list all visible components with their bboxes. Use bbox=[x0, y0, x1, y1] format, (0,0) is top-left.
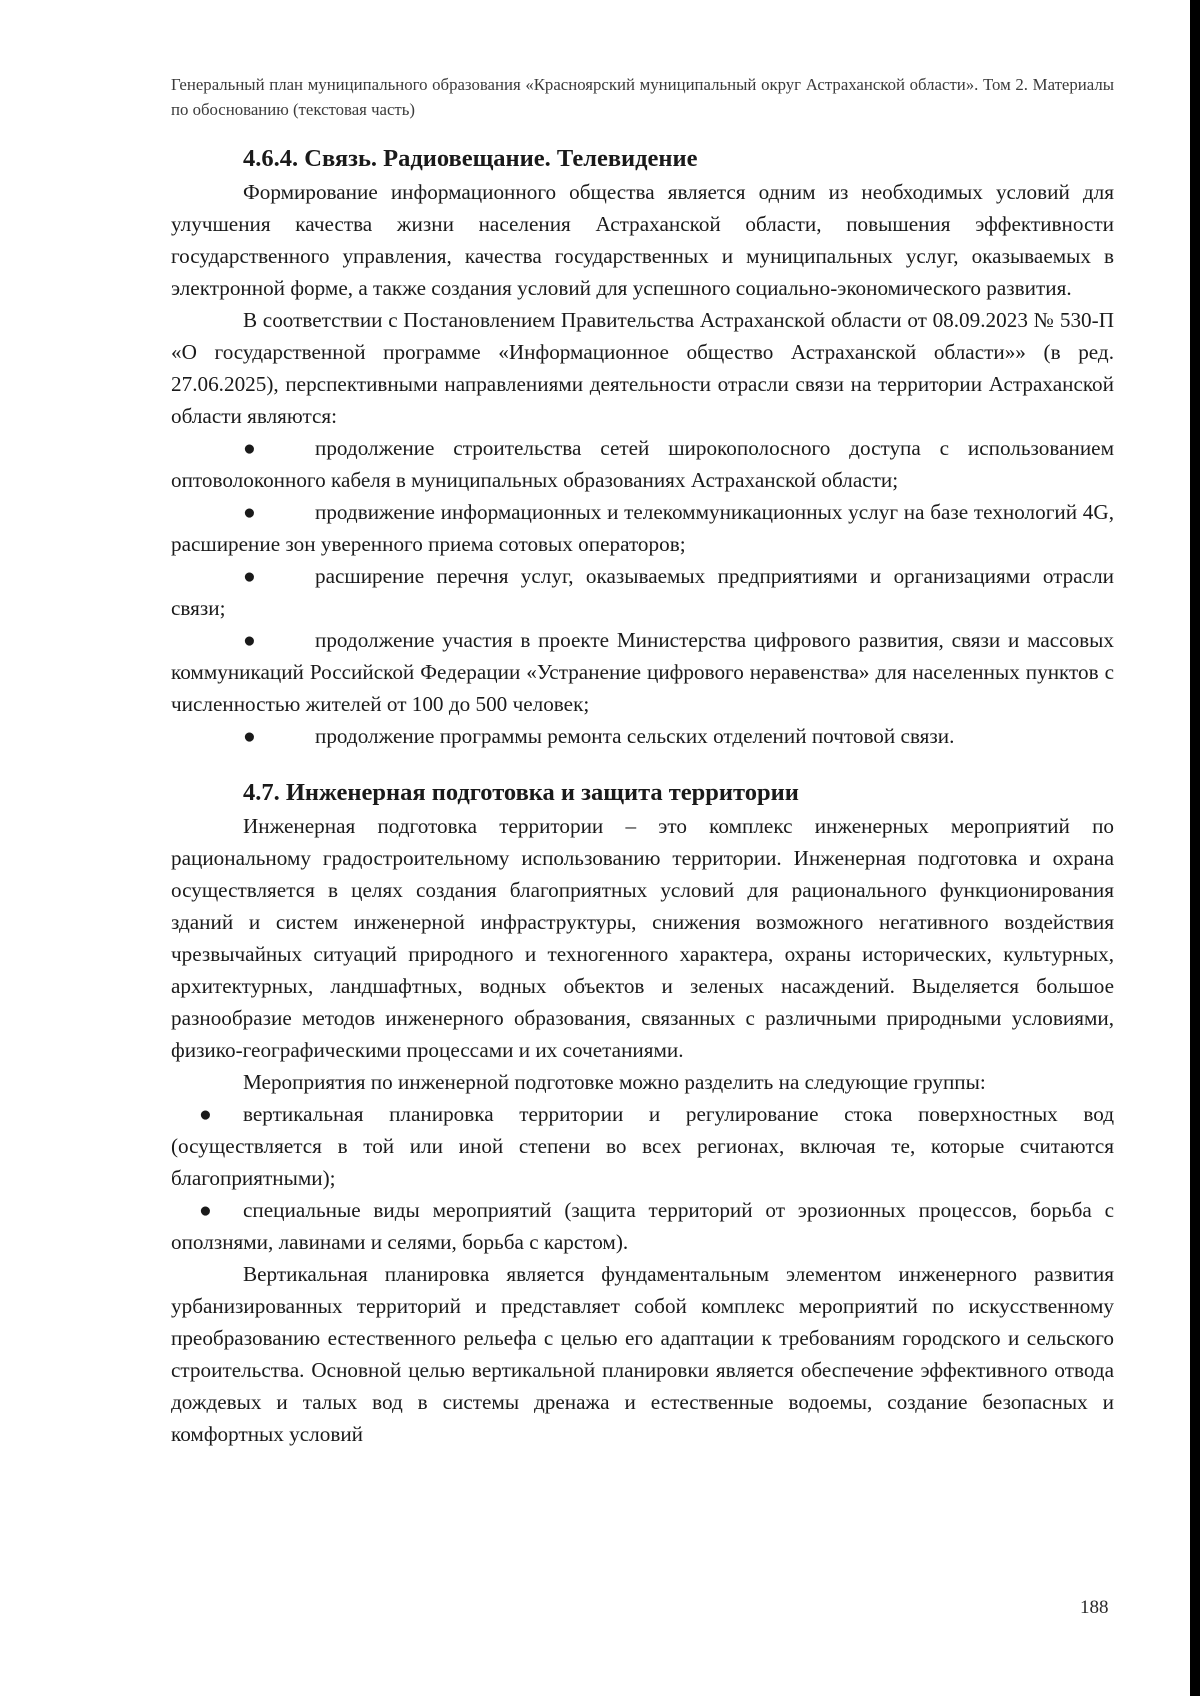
list-item bbox=[171, 432, 1114, 496]
list-item bbox=[171, 560, 1114, 624]
list-item-text: вертикальная планировка территории и регулирование стока поверхностных вод (осуществляется в той или иной степени во всех регионах, включая те, которые считаются благоприятными); bbox=[171, 1102, 1114, 1190]
bullet-icon: ● bbox=[243, 500, 256, 524]
bullet-icon: ● bbox=[243, 564, 256, 588]
list-item-text: специальные виды мероприятий (защита территорий от эрозионных процессов, борьба с оползнями, лавинами и селями, борьба с карстом). bbox=[171, 1198, 1114, 1254]
list-item bbox=[171, 1194, 1114, 1258]
list-item bbox=[171, 720, 1114, 752]
list-item-text: продолжение строительства сетей широкополосного доступа с использованием оптоволоконного кабеля в муниципальных образованиях Астраханской области; bbox=[171, 436, 1114, 492]
list-item-text: продвижение информационных и телекоммуникационных услуг на базе технологий 4G, расширение зон уверенного приема сотовых операторов; bbox=[171, 500, 1114, 556]
page-body bbox=[171, 142, 1114, 1450]
paragraph: В соответствии с Постановлением Правительства Астраханской области от 08.09.2023 № 530-П «О государственной программе «Информационное общество Астраханской области»» (в ред. 27.06.2025), перспективными направлениями деятельности отрасли связи на территории Астраханской области являются: bbox=[171, 308, 1114, 428]
paragraph: Вертикальная планировка является фундаментальным элементом инженерного развития урбанизированных территорий и представляет собой комплекс мероприятий по искусственному преобразованию естественного рельефа с целью его адаптации к требованиям городского и сельского строительства. Основной целью вертикальной планировки является обеспечение эффективного отвода дождевых и талых вод в системы дренажа и естественные водоемы, создание безопасных и комфортных условий bbox=[171, 1262, 1114, 1446]
list-item bbox=[171, 496, 1114, 560]
bullet-icon: ● bbox=[199, 1198, 212, 1222]
bullet-icon: ● bbox=[243, 436, 256, 460]
list-item bbox=[171, 624, 1114, 720]
list-item-text: расширение перечня услуг, оказываемых предприятиями и организациями отрасли связи; bbox=[171, 564, 1114, 620]
list-item-text: продолжение участия в проекте Министерства цифрового развития, связи и массовых коммуникаций Российской Федерации «Устранение цифрового неравенства» для населенных пунктов с численностью жителей от 100 до 500 человек; bbox=[171, 628, 1114, 716]
bullet-icon: ● bbox=[243, 628, 256, 652]
paragraph: Мероприятия по инженерной подготовке можно разделить на следующие группы: bbox=[243, 1070, 986, 1094]
running-header: Генеральный план муниципального образования «Красноярский муниципальный округ Астраханской области». Том 2. Материалы по обоснованию (текстовая часть) bbox=[171, 75, 1114, 119]
section-heading-4-6-4: 4.6.4. Связь. Радиовещание. Телевидение bbox=[243, 145, 698, 172]
list-item-text: продолжение программы ремонта сельских отделений почтовой связи. bbox=[315, 724, 955, 748]
paragraph: Формирование информационного общества является одним из необходимых условий для улучшения качества жизни населения Астраханской области, повышения эффективности государственного управления, качества государственных и муниципальных услуг, оказываемых в электронной форме, а также создания условий для успешного социально-экономического развития. bbox=[171, 180, 1114, 300]
bullet-icon: ● bbox=[199, 1102, 212, 1126]
section-heading-4-7: 4.7. Инженерная подготовка и защита территории bbox=[243, 779, 799, 806]
list-item bbox=[171, 1098, 1114, 1194]
paragraph: Инженерная подготовка территории – это комплекс инженерных мероприятий по рациональному градостроительному использованию территории. Инженерная подготовка и охрана осуществляется в целях создания благоприятных условий для рационального функционирования зданий и систем инженерной инфраструктуры, снижения возможного негативного воздействия чрезвычайных ситуаций природного и техногенного характера, охраны исторических, культурных, архитектурных, ландшафтных, водных объектов и зеленых насаждений. Выделяется большое разнообразие методов инженерного образования, связанных с различными природными условиями, физико-географическими процессами и их сочетаниями. bbox=[171, 814, 1114, 1062]
page-edge-shadow bbox=[1190, 0, 1200, 1696]
page-number: 188 bbox=[1080, 1597, 1109, 1618]
bullet-icon: ● bbox=[243, 724, 256, 748]
